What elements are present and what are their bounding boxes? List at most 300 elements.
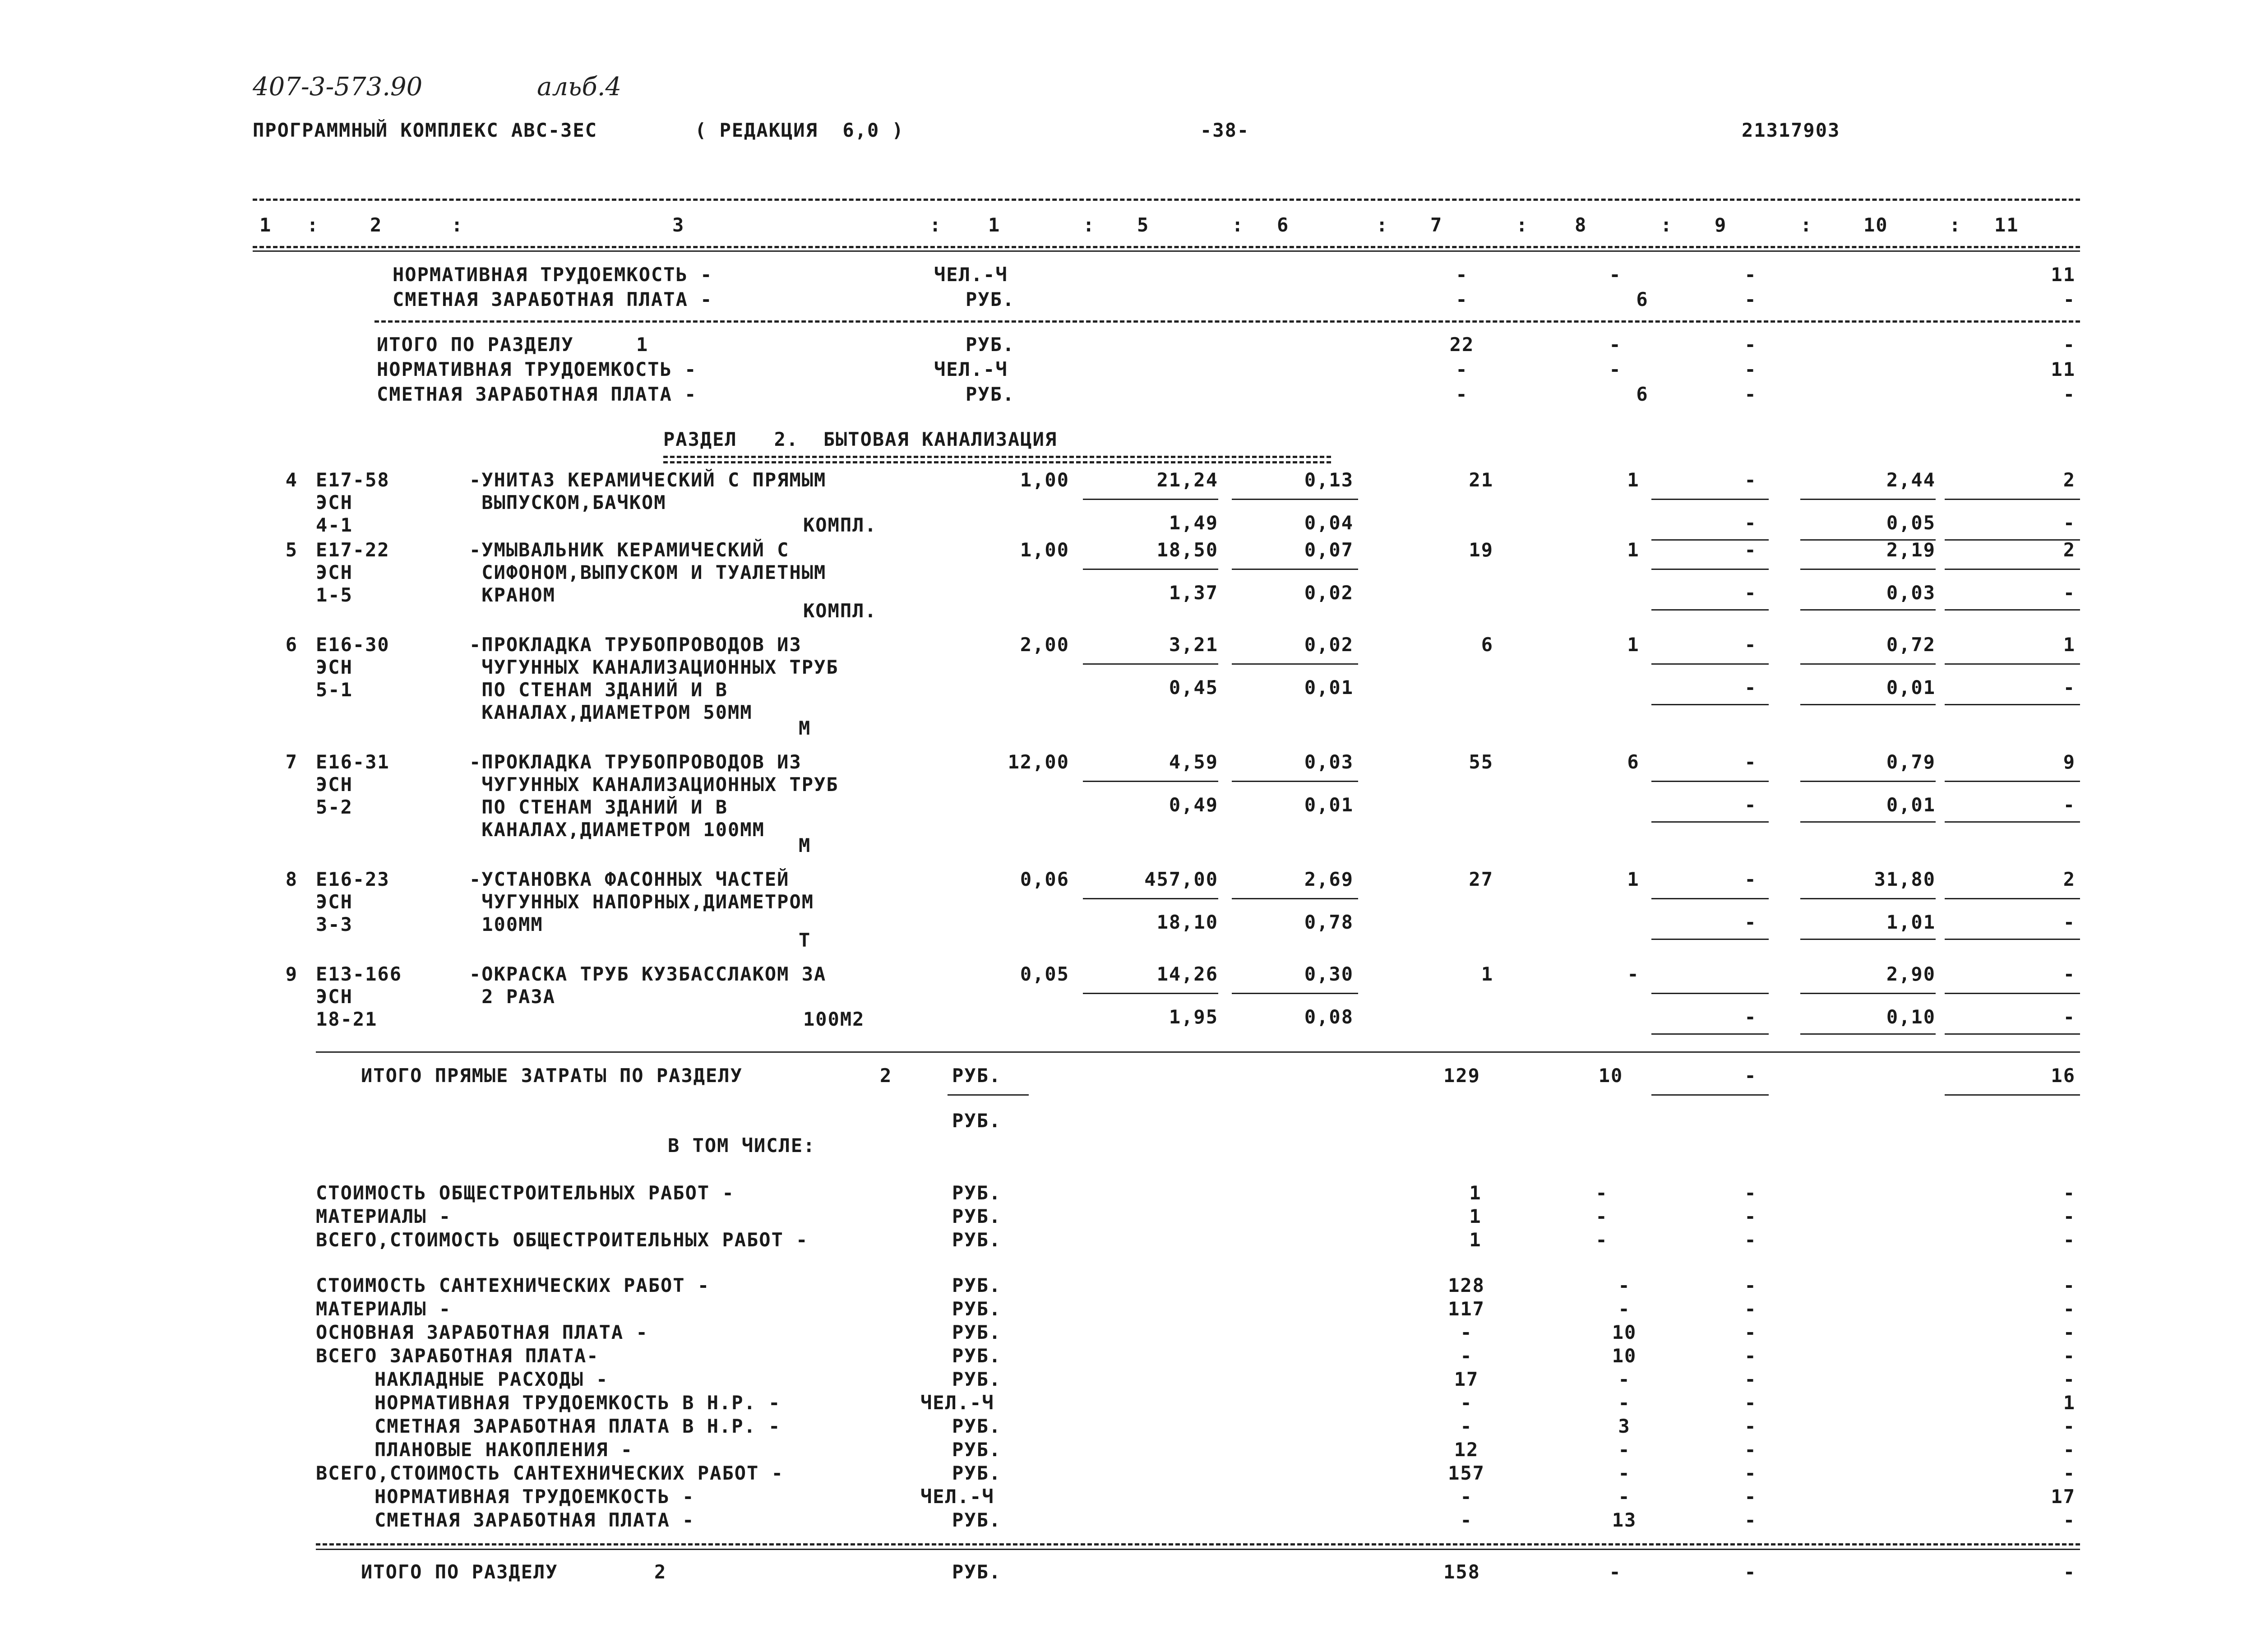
item-rule-col9-b bbox=[1651, 821, 1769, 823]
item-quantity: 1,00 bbox=[1020, 469, 1069, 491]
sanitary-row-unit: РУБ. bbox=[952, 1415, 1002, 1437]
item-source: ЭСН bbox=[316, 986, 353, 1008]
item-code: Е13-166 bbox=[316, 963, 402, 985]
item-description-line: 2 РАЗА bbox=[469, 986, 556, 1008]
item-rule-col11 bbox=[1945, 993, 2080, 994]
total-c9: - bbox=[1744, 333, 1757, 356]
program-title: ПРОГРАММНЫЙ КОМПЛЕКС АВС-ЗЕС bbox=[253, 119, 598, 141]
norm-label: НОРМАТИВНАЯ ТРУДОЕМКОСТЬ - bbox=[393, 264, 713, 286]
item-col6-wage: 0,08 bbox=[1304, 1006, 1354, 1028]
item-ref: 3-3 bbox=[316, 913, 353, 935]
column-separator: : bbox=[1516, 214, 1529, 236]
item-rule-col11 bbox=[1945, 898, 2080, 899]
sanitary-row-unit: РУБ. bbox=[952, 1274, 1002, 1296]
sanitary-row-c9: - bbox=[1744, 1485, 1757, 1508]
final-label: ИТОГО ПО РАЗДЕЛУ bbox=[361, 1561, 558, 1583]
item-number: 8 bbox=[285, 868, 298, 890]
item-source: ЭСН bbox=[316, 491, 353, 514]
general-row-c9: - bbox=[1744, 1205, 1757, 1227]
direct-unit-rule bbox=[948, 1094, 1029, 1096]
item-number: 6 bbox=[285, 634, 298, 656]
item-code: Е16-31 bbox=[316, 751, 390, 773]
sanitary-row-c8: - bbox=[1618, 1485, 1631, 1508]
sanitary-row-unit: ЧЕЛ.-Ч bbox=[920, 1392, 994, 1414]
page-number: -38- bbox=[1200, 119, 1250, 141]
section2-title-rule bbox=[663, 456, 1331, 458]
sanitary-row-c11: - bbox=[2063, 1368, 2076, 1390]
item-source: ЭСН bbox=[316, 561, 353, 583]
item-col5-wage: 0,45 bbox=[1169, 676, 1218, 699]
general-row-label: СТОИМОСТЬ ОБЩЕСТРОИТЕЛЬНЫХ РАБОТ - bbox=[316, 1182, 735, 1204]
item-col11: 2 bbox=[2063, 539, 2076, 561]
item-rule-col6 bbox=[1232, 663, 1358, 665]
item-quantity: 2,00 bbox=[1020, 634, 1069, 656]
sanitary-row-label: ОСНОВНАЯ ЗАРАБОТНАЯ ПЛАТА - bbox=[316, 1321, 648, 1343]
norm-c9: - bbox=[1744, 264, 1757, 286]
general-row-unit: РУБ. bbox=[952, 1205, 1002, 1227]
sanitary-row-c11: - bbox=[2063, 1509, 2076, 1531]
column-header-3: 3 bbox=[672, 214, 685, 236]
item-col9-wage: - bbox=[1744, 512, 1757, 534]
document-number: 21317903 bbox=[1742, 119, 1840, 141]
item-col10-wage: 0,05 bbox=[1886, 512, 1936, 534]
t-wage-c8: 6 bbox=[1636, 383, 1649, 405]
item-col6-total: 0,13 bbox=[1304, 469, 1354, 491]
item-rule-col6 bbox=[1232, 898, 1358, 899]
column-separator: : bbox=[1083, 214, 1096, 236]
item-unit: КОМПЛ. bbox=[803, 514, 877, 536]
sanitary-row-unit: РУБ. bbox=[952, 1368, 1002, 1390]
item-col9: - bbox=[1744, 634, 1757, 656]
direct-label: ИТОГО ПРЯМЫЕ ЗАТРАТЫ ПО РАЗДЕЛУ bbox=[361, 1064, 743, 1087]
item-unit: М bbox=[799, 834, 811, 856]
item-description-line: -УСТАНОВКА ФАСОННЫХ ЧАСТЕЙ bbox=[469, 868, 790, 890]
item-col10-total: 31,80 bbox=[1874, 868, 1936, 890]
item-rule-col9 bbox=[1651, 781, 1769, 782]
norm-unit: ЧЕЛ.-Ч bbox=[934, 264, 1008, 286]
sanitary-row-c11: - bbox=[2063, 1439, 2076, 1461]
item-rule-col9-b bbox=[1651, 1033, 1769, 1035]
item-col10-wage: 0,10 bbox=[1886, 1006, 1936, 1028]
item-description-line: ЧУГУННЫХ НАПОРНЫХ,ДИАМЕТРОМ bbox=[469, 891, 814, 913]
wage-c9: - bbox=[1744, 288, 1757, 310]
sanitary-row-c7: - bbox=[1460, 1485, 1473, 1508]
t-norm-label: НОРМАТИВНАЯ ТРУДОЕМКОСТЬ - bbox=[377, 358, 697, 380]
sanitary-row-unit: РУБ. bbox=[952, 1321, 1002, 1343]
sanitary-row-c9: - bbox=[1744, 1415, 1757, 1437]
item-description-line: ЧУГУННЫХ КАНАЛИЗАЦИОННЫХ ТРУБ bbox=[469, 656, 839, 678]
sanitary-row-unit: РУБ. bbox=[952, 1462, 1002, 1484]
item-ref: 1-5 bbox=[316, 584, 353, 606]
item-rule-col5 bbox=[1083, 993, 1218, 994]
sanitary-row-c8: - bbox=[1618, 1298, 1631, 1320]
item-rule-col9 bbox=[1651, 898, 1769, 899]
item-col6-wage: 0,01 bbox=[1304, 794, 1354, 816]
sanitary-row-c8: - bbox=[1618, 1392, 1631, 1414]
item-col6-total: 0,03 bbox=[1304, 751, 1354, 773]
item-description-line: ЧУГУННЫХ КАНАЛИЗАЦИОННЫХ ТРУБ bbox=[469, 773, 839, 796]
item-description-line: КРАНОМ bbox=[469, 584, 556, 606]
t-norm-c7: - bbox=[1456, 358, 1468, 380]
general-row-unit: РУБ. bbox=[952, 1182, 1002, 1204]
direct-unit-2: РУБ. bbox=[952, 1110, 1002, 1132]
item-rule-col5 bbox=[1083, 898, 1218, 899]
item-col7: 6 bbox=[1481, 634, 1493, 656]
section2-title-rule-2 bbox=[663, 461, 1331, 463]
item-col10-total: 0,79 bbox=[1886, 751, 1936, 773]
sanitary-row-c7: 157 bbox=[1448, 1462, 1485, 1484]
sanitary-row-c7: 117 bbox=[1448, 1298, 1485, 1320]
item-description-line: СИФОНОМ,ВЫПУСКОМ И ТУАЛЕТНЫМ bbox=[469, 561, 827, 583]
item-rule-col5 bbox=[1083, 569, 1218, 570]
final-num: 2 bbox=[654, 1561, 667, 1583]
sanitary-row-unit: РУБ. bbox=[952, 1345, 1002, 1367]
item-col7: 19 bbox=[1469, 539, 1493, 561]
section1-rule bbox=[374, 320, 2080, 323]
general-row-label: МАТЕРИАЛЫ - bbox=[316, 1205, 452, 1227]
item-rule-col10 bbox=[1800, 781, 1936, 782]
item-unit: КОМПЛ. bbox=[803, 600, 877, 622]
item-description-line: КАНАЛАХ,ДИАМЕТРОМ 50ММ bbox=[469, 701, 753, 723]
general-row-c9: - bbox=[1744, 1182, 1757, 1204]
sanitary-row-unit: ЧЕЛ.-Ч bbox=[920, 1485, 994, 1508]
item-rule-col10-b bbox=[1800, 939, 1936, 940]
item-col11: 9 bbox=[2063, 751, 2076, 773]
item-col5-total: 3,21 bbox=[1169, 634, 1218, 656]
item-rule-col10 bbox=[1800, 898, 1936, 899]
item-number: 4 bbox=[285, 469, 298, 491]
final-c8: - bbox=[1609, 1561, 1622, 1583]
column-separator: : bbox=[307, 214, 319, 236]
direct-c11: 16 bbox=[2051, 1064, 2076, 1087]
wage-c11: - bbox=[2063, 288, 2076, 310]
general-row-c8: - bbox=[1595, 1205, 1608, 1227]
item-col5-wage: 1,37 bbox=[1169, 582, 1218, 604]
t-wage-unit: РУБ. bbox=[966, 383, 1015, 405]
item-description-line: ВЫПУСКОМ,БАЧКОМ bbox=[469, 491, 666, 514]
column-header-5: 5 bbox=[1137, 214, 1150, 236]
item-source: ЭСН bbox=[316, 656, 353, 678]
item-col11-wage: - bbox=[2063, 512, 2076, 534]
sanitary-row-c11: - bbox=[2063, 1274, 2076, 1296]
column-header-4: 1 bbox=[988, 214, 1001, 236]
item-col9-wage: - bbox=[1744, 1006, 1757, 1028]
item-description-line: -ПРОКЛАДКА ТРУБОПРОВОДОВ ИЗ bbox=[469, 751, 802, 773]
item-number: 7 bbox=[285, 751, 298, 773]
item-rule-col9-b bbox=[1651, 609, 1769, 611]
sanitary-row-label: СМЕТНАЯ ЗАРАБОТНАЯ ПЛАТА В Н.Р. - bbox=[374, 1415, 781, 1437]
item-col5-wage: 1,95 bbox=[1169, 1006, 1218, 1028]
item-rule-col11-b bbox=[1945, 1033, 2080, 1035]
final-unit: РУБ. bbox=[952, 1561, 1002, 1583]
wage-unit: РУБ. bbox=[966, 288, 1015, 310]
sanitary-row-c9: - bbox=[1744, 1298, 1757, 1320]
sanitary-row-c7: - bbox=[1460, 1509, 1473, 1531]
handwritten-code: 407-3-573.90 bbox=[253, 72, 423, 102]
general-row-c11: - bbox=[2063, 1205, 2076, 1227]
sanitary-row-c9: - bbox=[1744, 1368, 1757, 1390]
item-code: Е16-30 bbox=[316, 634, 390, 656]
sanitary-row-c7: - bbox=[1460, 1345, 1473, 1367]
header-rule-top bbox=[253, 199, 2080, 201]
item-rule-col9 bbox=[1651, 569, 1769, 570]
item-number: 5 bbox=[285, 539, 298, 561]
sanitary-row-c9: - bbox=[1744, 1462, 1757, 1484]
item-col9: - bbox=[1744, 539, 1757, 561]
sanitary-row-c8: 10 bbox=[1612, 1321, 1637, 1343]
item-source: ЭСН bbox=[316, 891, 353, 913]
sanitary-row-c11: 17 bbox=[2051, 1485, 2076, 1508]
item-col5-wage: 0,49 bbox=[1169, 794, 1218, 816]
item-col7: 1 bbox=[1481, 963, 1493, 985]
item-rule-col11-b bbox=[1945, 609, 2080, 611]
handwritten-album: альб.4 bbox=[537, 72, 622, 102]
general-row-c11: - bbox=[2063, 1182, 2076, 1204]
header-rule-bottom-2 bbox=[253, 250, 2080, 252]
item-col9-wage: - bbox=[1744, 582, 1757, 604]
sanitary-row-c8: 3 bbox=[1618, 1415, 1631, 1437]
general-row-unit: РУБ. bbox=[952, 1229, 1002, 1251]
total-label: ИТОГО ПО РАЗДЕЛУ bbox=[377, 333, 574, 356]
sanitary-row-c11: - bbox=[2063, 1321, 2076, 1343]
item-description-line: 100ММ bbox=[469, 913, 543, 935]
total-c11: - bbox=[2063, 333, 2076, 356]
column-separator: : bbox=[1232, 214, 1244, 236]
sanitary-row-unit: РУБ. bbox=[952, 1439, 1002, 1461]
column-separator: : bbox=[451, 214, 464, 236]
item-rule-col9 bbox=[1651, 993, 1769, 994]
item-unit: Т bbox=[799, 929, 811, 951]
items-end-rule bbox=[316, 1051, 2080, 1053]
item-col8: - bbox=[1627, 963, 1640, 985]
item-rule-col6 bbox=[1232, 993, 1358, 994]
item-col10-wage: 0,03 bbox=[1886, 582, 1936, 604]
item-col11-wage: - bbox=[2063, 676, 2076, 699]
item-col10-wage: 0,01 bbox=[1886, 794, 1936, 816]
wage-label: СМЕТНАЯ ЗАРАБОТНАЯ ПЛАТА - bbox=[393, 288, 713, 310]
direct-unit: РУБ. bbox=[952, 1064, 1002, 1087]
sanitary-row-c11: 1 bbox=[2063, 1392, 2076, 1414]
item-col8: 1 bbox=[1627, 539, 1640, 561]
general-row-c8: - bbox=[1595, 1229, 1608, 1251]
item-col6-wage: 0,01 bbox=[1304, 676, 1354, 699]
item-col7: 21 bbox=[1469, 469, 1493, 491]
item-unit: М bbox=[799, 717, 811, 739]
sanitary-row-c8: 13 bbox=[1612, 1509, 1637, 1531]
sanitary-row-c11: - bbox=[2063, 1298, 2076, 1320]
item-rule-col10-b bbox=[1800, 704, 1936, 705]
item-rule-col9-b bbox=[1651, 939, 1769, 940]
item-description-line: -УНИТАЗ КЕРАМИЧЕСКИЙ С ПРЯМЫМ bbox=[469, 469, 827, 491]
item-rule-col10-b bbox=[1800, 821, 1936, 823]
sanitary-row-c8: - bbox=[1618, 1462, 1631, 1484]
item-ref: 18-21 bbox=[316, 1008, 378, 1030]
item-rule-col5 bbox=[1083, 781, 1218, 782]
item-col5-wage: 1,49 bbox=[1169, 512, 1218, 534]
item-col11: - bbox=[2063, 963, 2076, 985]
direct-c9-rule bbox=[1651, 1094, 1769, 1096]
sanitary-row-c11: - bbox=[2063, 1345, 2076, 1367]
total-c8: - bbox=[1609, 333, 1622, 356]
item-col9-wage: - bbox=[1744, 911, 1757, 933]
column-header-9: 9 bbox=[1715, 214, 1727, 236]
sanitary-row-c8: - bbox=[1618, 1274, 1631, 1296]
general-row-c7: 1 bbox=[1469, 1229, 1482, 1251]
item-col9-wage: - bbox=[1744, 794, 1757, 816]
t-norm-c9: - bbox=[1744, 358, 1757, 380]
final-c9: - bbox=[1744, 1561, 1757, 1583]
direct-c9: - bbox=[1744, 1064, 1757, 1087]
item-rule-col6 bbox=[1232, 781, 1358, 782]
column-header-10: 10 bbox=[1863, 214, 1888, 236]
t-wage-c7: - bbox=[1456, 383, 1468, 405]
column-header-6: 6 bbox=[1277, 214, 1290, 236]
item-rule-col9 bbox=[1651, 499, 1769, 500]
general-row-c11: - bbox=[2063, 1229, 2076, 1251]
item-code: Е17-22 bbox=[316, 539, 390, 561]
item-col8: 1 bbox=[1627, 868, 1640, 890]
sanitary-row-label: ПЛАНОВЫЕ НАКОПЛЕНИЯ - bbox=[374, 1439, 633, 1461]
final-c11: - bbox=[2063, 1561, 2076, 1583]
column-header-1: 1 bbox=[259, 214, 272, 236]
t-wage-c9: - bbox=[1744, 383, 1757, 405]
general-row-label: ВСЕГО,СТОИМОСТЬ ОБЩЕСТРОИТЕЛЬНЫХ РАБОТ - bbox=[316, 1229, 809, 1251]
item-col6-wage: 0,04 bbox=[1304, 512, 1354, 534]
column-separator: : bbox=[929, 214, 942, 236]
sanitary-row-unit: РУБ. bbox=[952, 1298, 1002, 1320]
item-quantity: 1,00 bbox=[1020, 539, 1069, 561]
item-col5-total: 457,00 bbox=[1144, 868, 1218, 890]
item-col11: 2 bbox=[2063, 868, 2076, 890]
item-col9: - bbox=[1744, 469, 1757, 491]
item-ref: 5-1 bbox=[316, 679, 353, 701]
item-col5-total: 18,50 bbox=[1156, 539, 1218, 561]
final-rule-2 bbox=[316, 1549, 2080, 1550]
item-col11-wage: - bbox=[2063, 794, 2076, 816]
item-col5-wage: 18,10 bbox=[1156, 911, 1218, 933]
item-col9: - bbox=[1744, 751, 1757, 773]
item-unit: 100М2 bbox=[803, 1008, 865, 1030]
sanitary-row-c7: 128 bbox=[1448, 1274, 1485, 1296]
section2-title: РАЗДЕЛ 2. БЫТОВАЯ КАНАЛИЗАЦИЯ bbox=[663, 428, 1058, 450]
item-col8: 1 bbox=[1627, 469, 1640, 491]
item-col10-wage: 1,01 bbox=[1886, 911, 1936, 933]
sanitary-row-label: ВСЕГО,СТОИМОСТЬ САНТЕХНИЧЕСКИХ РАБОТ - bbox=[316, 1462, 784, 1484]
direct-c8: 10 bbox=[1598, 1064, 1623, 1087]
item-col6-wage: 0,78 bbox=[1304, 911, 1354, 933]
sanitary-row-c9: - bbox=[1744, 1439, 1757, 1461]
sanitary-row-c7: - bbox=[1460, 1392, 1473, 1414]
item-rule-col11-b bbox=[1945, 821, 2080, 823]
sanitary-row-c9: - bbox=[1744, 1274, 1757, 1296]
item-col5-total: 14,26 bbox=[1156, 963, 1218, 985]
sanitary-row-c7: 12 bbox=[1454, 1439, 1479, 1461]
item-col11-wage: - bbox=[2063, 582, 2076, 604]
sanitary-row-c7: - bbox=[1460, 1321, 1473, 1343]
column-separator: : bbox=[1376, 214, 1389, 236]
item-rule-col11 bbox=[1945, 663, 2080, 665]
item-col9-wage: - bbox=[1744, 676, 1757, 699]
item-number: 9 bbox=[285, 963, 298, 985]
column-header-8: 8 bbox=[1575, 214, 1587, 236]
sanitary-row-c11: - bbox=[2063, 1415, 2076, 1437]
item-source: ЭСН bbox=[316, 773, 353, 796]
item-rule-col11 bbox=[1945, 499, 2080, 500]
item-rule-col5 bbox=[1083, 499, 1218, 500]
item-col11-wage: - bbox=[2063, 911, 2076, 933]
t-norm-c8: - bbox=[1609, 358, 1622, 380]
item-description-line: -ОКРАСКА ТРУБ КУЗБАССЛАКОМ ЗА bbox=[469, 963, 827, 985]
sanitary-row-unit: РУБ. bbox=[952, 1509, 1002, 1531]
item-col11: 1 bbox=[2063, 634, 2076, 656]
column-header-7: 7 bbox=[1430, 214, 1443, 236]
total-num: 1 bbox=[636, 333, 649, 356]
sanitary-row-label: НОРМАТИВНАЯ ТРУДОЕМКОСТЬ - bbox=[374, 1485, 695, 1508]
item-rule-col11-b bbox=[1945, 939, 2080, 940]
item-quantity: 12,00 bbox=[1008, 751, 1069, 773]
item-col6-total: 0,02 bbox=[1304, 634, 1354, 656]
item-ref: 4-1 bbox=[316, 514, 353, 536]
item-rule-col10-b bbox=[1800, 1033, 1936, 1035]
sanitary-row-c9: - bbox=[1744, 1509, 1757, 1531]
sanitary-row-label: СТОИМОСТЬ САНТЕХНИЧЕСКИХ РАБОТ - bbox=[316, 1274, 710, 1296]
item-description-line: ПО СТЕНАМ ЗДАНИЙ И В bbox=[469, 679, 728, 701]
sanitary-row-label: МАТЕРИАЛЫ - bbox=[316, 1298, 452, 1320]
final-rule bbox=[316, 1543, 2080, 1546]
item-rule-col10 bbox=[1800, 499, 1936, 500]
edition: ( РЕДАКЦИЯ 6,0 ) bbox=[695, 119, 904, 141]
item-rule-col11 bbox=[1945, 781, 2080, 782]
item-code: Е17-58 bbox=[316, 469, 390, 491]
column-header-2: 2 bbox=[370, 214, 383, 236]
sanitary-row-c8: - bbox=[1618, 1439, 1631, 1461]
item-col10-total: 2,90 bbox=[1886, 963, 1936, 985]
sanitary-row-label: ВСЕГО ЗАРАБОТНАЯ ПЛАТА- bbox=[316, 1345, 599, 1367]
final-c7: 158 bbox=[1443, 1561, 1480, 1583]
item-code: Е16-23 bbox=[316, 868, 390, 890]
total-unit: РУБ. bbox=[966, 333, 1015, 356]
t-norm-c11: 11 bbox=[2051, 358, 2076, 380]
item-col6-wage: 0,02 bbox=[1304, 582, 1354, 604]
item-rule-col6 bbox=[1232, 499, 1358, 500]
item-rule-col5 bbox=[1083, 663, 1218, 665]
item-col10-wage: 0,01 bbox=[1886, 676, 1936, 699]
total-c7: 22 bbox=[1449, 333, 1475, 356]
item-quantity: 0,06 bbox=[1020, 868, 1069, 890]
item-quantity: 0,05 bbox=[1020, 963, 1069, 985]
column-separator: : bbox=[1660, 214, 1673, 236]
column-header-11: 11 bbox=[1994, 214, 2019, 236]
column-separator: : bbox=[1800, 214, 1813, 236]
item-col11: 2 bbox=[2063, 469, 2076, 491]
item-description-line: ПО СТЕНАМ ЗДАНИЙ И В bbox=[469, 796, 728, 818]
item-description-line: -УМЫВАЛЬНИК КЕРАМИЧЕСКИЙ С bbox=[469, 539, 790, 561]
wage-c7: - bbox=[1456, 288, 1468, 310]
item-col5-total: 4,59 bbox=[1169, 751, 1218, 773]
sanitary-row-c11: - bbox=[2063, 1462, 2076, 1484]
t-norm-unit: ЧЕЛ.-Ч bbox=[934, 358, 1008, 380]
direct-c7: 129 bbox=[1443, 1064, 1480, 1087]
item-rule-col10 bbox=[1800, 569, 1936, 570]
item-col10-total: 2,44 bbox=[1886, 469, 1936, 491]
item-col6-total: 0,30 bbox=[1304, 963, 1354, 985]
sanitary-row-label: НАКЛАДНЫЕ РАСХОДЫ - bbox=[374, 1368, 609, 1390]
sanitary-row-label: НОРМАТИВНАЯ ТРУДОЕМКОСТЬ В Н.Р. - bbox=[374, 1392, 781, 1414]
item-col10-total: 0,72 bbox=[1886, 634, 1936, 656]
item-rule-col6 bbox=[1232, 569, 1358, 570]
norm-c11: 11 bbox=[2051, 264, 2076, 286]
t-wage-c11: - bbox=[2063, 383, 2076, 405]
